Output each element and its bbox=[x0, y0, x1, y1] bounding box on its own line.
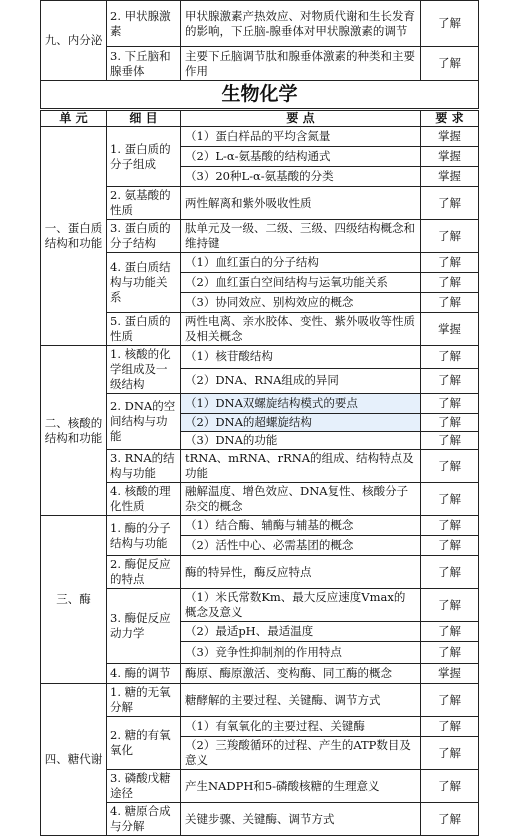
requirement-level: 了解 bbox=[421, 622, 479, 642]
section-title: 生物化学 bbox=[41, 81, 479, 110]
unit-name: 三、酶 bbox=[41, 516, 107, 684]
table-row bbox=[41, 770, 479, 803]
requirement-level: 掌握 bbox=[421, 313, 479, 346]
requirement-level: 掌握 bbox=[421, 664, 479, 684]
key-point: （1）结合酶、辅酶与辅基的概念 bbox=[181, 516, 421, 536]
key-point: （2）三羧酸循环的过程、产生的ATP数目及意义 bbox=[181, 737, 421, 770]
sub-item-label: 1. 蛋白质的分子组成 bbox=[107, 127, 181, 187]
requirement-level: 了解 bbox=[421, 556, 479, 589]
key-point: 甲状腺激素产热效应、对物质代谢和生长发育的影响，下丘脑-腺垂体对甲状腺激素的调节 bbox=[181, 1, 421, 47]
unit-name: 九、内分泌 bbox=[41, 1, 107, 81]
sub-item-label: 4. 酶的调节 bbox=[107, 664, 181, 684]
sub-item-label: 1. 酶的分子结构与功能 bbox=[107, 516, 181, 556]
sub-item-label: 1. 核酸的化学组成及一级结构 bbox=[107, 346, 181, 394]
requirement-level: 了解 bbox=[421, 220, 479, 253]
sub-item-label: 2. 酶促反应的特点 bbox=[107, 556, 181, 589]
requirement-level: 了解 bbox=[421, 273, 479, 293]
table-row bbox=[41, 664, 479, 684]
key-point: （1）核苷酸结构 bbox=[181, 346, 421, 369]
sub-item-label: 4. 糖原合成与分解 bbox=[107, 803, 181, 836]
table-row bbox=[41, 803, 479, 836]
requirement-level: 掌握 bbox=[421, 167, 479, 187]
key-point: （2）DNA、RNA组成的异同 bbox=[181, 368, 421, 393]
requirement-level: 了解 bbox=[421, 414, 479, 432]
key-point: 产生NADPH和5-磷酸核糖的生理意义 bbox=[181, 770, 421, 803]
document-page bbox=[40, 0, 478, 836]
requirement-level: 了解 bbox=[421, 684, 479, 717]
header-req: 要 求 bbox=[421, 110, 479, 127]
table-header-row bbox=[41, 110, 479, 127]
sub-item-label: 3. 磷酸戊糖途径 bbox=[107, 770, 181, 803]
section-title-row bbox=[41, 81, 479, 110]
requirement-level: 了解 bbox=[421, 536, 479, 556]
table-row bbox=[41, 450, 479, 483]
sub-item-label: 2. 甲状腺激素 bbox=[107, 1, 181, 47]
requirement-level: 了解 bbox=[421, 483, 479, 516]
key-point: 融解温度、增色效应、DNA复性、核酸分子杂交的概念 bbox=[181, 483, 421, 516]
key-point: （2）活性中心、必需基团的概念 bbox=[181, 536, 421, 556]
requirement-level: 了解 bbox=[421, 368, 479, 393]
requirement-level: 了解 bbox=[421, 346, 479, 369]
key-point: 主要下丘脑调节肽和腺垂体激素的种类和主要作用 bbox=[181, 47, 421, 81]
table-row bbox=[41, 253, 479, 273]
key-point: （3）DNA的功能 bbox=[181, 432, 421, 450]
key-point: （3）竞争性抑制剂的作用特点 bbox=[181, 642, 421, 664]
table-row bbox=[41, 684, 479, 717]
key-point: （1）蛋白样品的平均含氮量 bbox=[181, 127, 421, 147]
key-point: （2）最适pH、最适温度 bbox=[181, 622, 421, 642]
requirement-level: 了解 bbox=[421, 253, 479, 273]
key-point: （1）血红蛋白的分子结构 bbox=[181, 253, 421, 273]
sub-item-label: 3. 下丘脑和腺垂体 bbox=[107, 47, 181, 81]
sub-item-label: 3. 酶促反应动力学 bbox=[107, 589, 181, 664]
key-point: tRNA、mRNA、rRNA的组成、结构特点及功能 bbox=[181, 450, 421, 483]
requirement-level: 了解 bbox=[421, 187, 479, 220]
table-row bbox=[41, 589, 479, 622]
unit-name: 四、糖代谢 bbox=[41, 684, 107, 836]
sub-item-label: 3. RNA的结构与功能 bbox=[107, 450, 181, 483]
requirement-level: 了解 bbox=[421, 717, 479, 737]
unit-name: 二、核酸的结构和功能 bbox=[41, 346, 107, 516]
requirement-level: 了解 bbox=[421, 293, 479, 313]
key-point: 关键步骤、关键酶、调节方式 bbox=[181, 803, 421, 836]
requirement-level: 了解 bbox=[421, 394, 479, 414]
requirement-level: 了解 bbox=[421, 432, 479, 450]
requirement-level: 了解 bbox=[421, 589, 479, 622]
header-sub: 细 目 bbox=[107, 110, 181, 127]
table-row bbox=[41, 556, 479, 589]
sub-item-label: 3. 蛋白质的分子结构 bbox=[107, 220, 181, 253]
requirement-level: 了解 bbox=[421, 516, 479, 536]
table-row bbox=[41, 516, 479, 536]
table-row bbox=[41, 47, 479, 81]
table-row bbox=[41, 346, 479, 369]
requirement-level: 了解 bbox=[421, 450, 479, 483]
table-row bbox=[41, 187, 479, 220]
requirement-level: 了解 bbox=[421, 642, 479, 664]
sub-item-label: 5. 蛋白质的性质 bbox=[107, 313, 181, 346]
table-row bbox=[41, 394, 479, 414]
table-row bbox=[41, 220, 479, 253]
key-point: （2）血红蛋白空间结构与运氧功能关系 bbox=[181, 273, 421, 293]
key-point: 两性解离和紫外吸收性质 bbox=[181, 187, 421, 220]
requirement-level: 了解 bbox=[421, 770, 479, 803]
requirement-level: 掌握 bbox=[421, 127, 479, 147]
key-point: 酶原、酶原激活、变构酶、同工酶的概念 bbox=[181, 664, 421, 684]
sub-item-label: 1. 糖的无氧分解 bbox=[107, 684, 181, 717]
key-point: （1）DNA双螺旋结构模式的要点 bbox=[181, 394, 421, 414]
sub-item-label: 4. 蛋白质结构与功能关系 bbox=[107, 253, 181, 313]
header-unit: 单 元 bbox=[41, 110, 107, 127]
sub-item-label: 2. 糖的有氧氧化 bbox=[107, 717, 181, 770]
table-row bbox=[41, 1, 479, 47]
sub-item-label: 2. DNA的空间结构与功能 bbox=[107, 394, 181, 450]
key-point: 酶的特异性，酶反应特点 bbox=[181, 556, 421, 589]
requirement-level: 掌握 bbox=[421, 147, 479, 167]
key-point: （3）协同效应、别构效应的概念 bbox=[181, 293, 421, 313]
key-point: 糖酵解的主要过程、关键酶、调节方式 bbox=[181, 684, 421, 717]
header-points: 要 点 bbox=[181, 110, 421, 127]
key-point: （2）L-α-氨基酸的结构通式 bbox=[181, 147, 421, 167]
sub-item-label: 4. 核酸的理化性质 bbox=[107, 483, 181, 516]
key-point: 肽单元及一级、二级、三级、四级结构概念和维持键 bbox=[181, 220, 421, 253]
requirement-level: 了解 bbox=[421, 737, 479, 770]
key-point: 两性电离、亲水胶体、变性、紫外吸收等性质及相关概念 bbox=[181, 313, 421, 346]
key-point: （1）有氧氧化的主要过程、关键酶 bbox=[181, 717, 421, 737]
key-point: （3）20种L-α-氨基酸的分类 bbox=[181, 167, 421, 187]
requirement-level: 了解 bbox=[421, 47, 479, 81]
table-row bbox=[41, 127, 479, 147]
requirement-level: 了解 bbox=[421, 1, 479, 47]
table-row bbox=[41, 313, 479, 346]
syllabus-table bbox=[40, 0, 479, 836]
table-row bbox=[41, 483, 479, 516]
requirement-level: 了解 bbox=[421, 803, 479, 836]
key-point: （1）米氏常数Km、最大反应速度Vmax的概念及意义 bbox=[181, 589, 421, 622]
unit-name: 一、蛋白质结构和功能 bbox=[41, 127, 107, 346]
sub-item-label: 2. 氨基酸的性质 bbox=[107, 187, 181, 220]
key-point: （2）DNA的超螺旋结构 bbox=[181, 414, 421, 432]
table-row bbox=[41, 717, 479, 737]
